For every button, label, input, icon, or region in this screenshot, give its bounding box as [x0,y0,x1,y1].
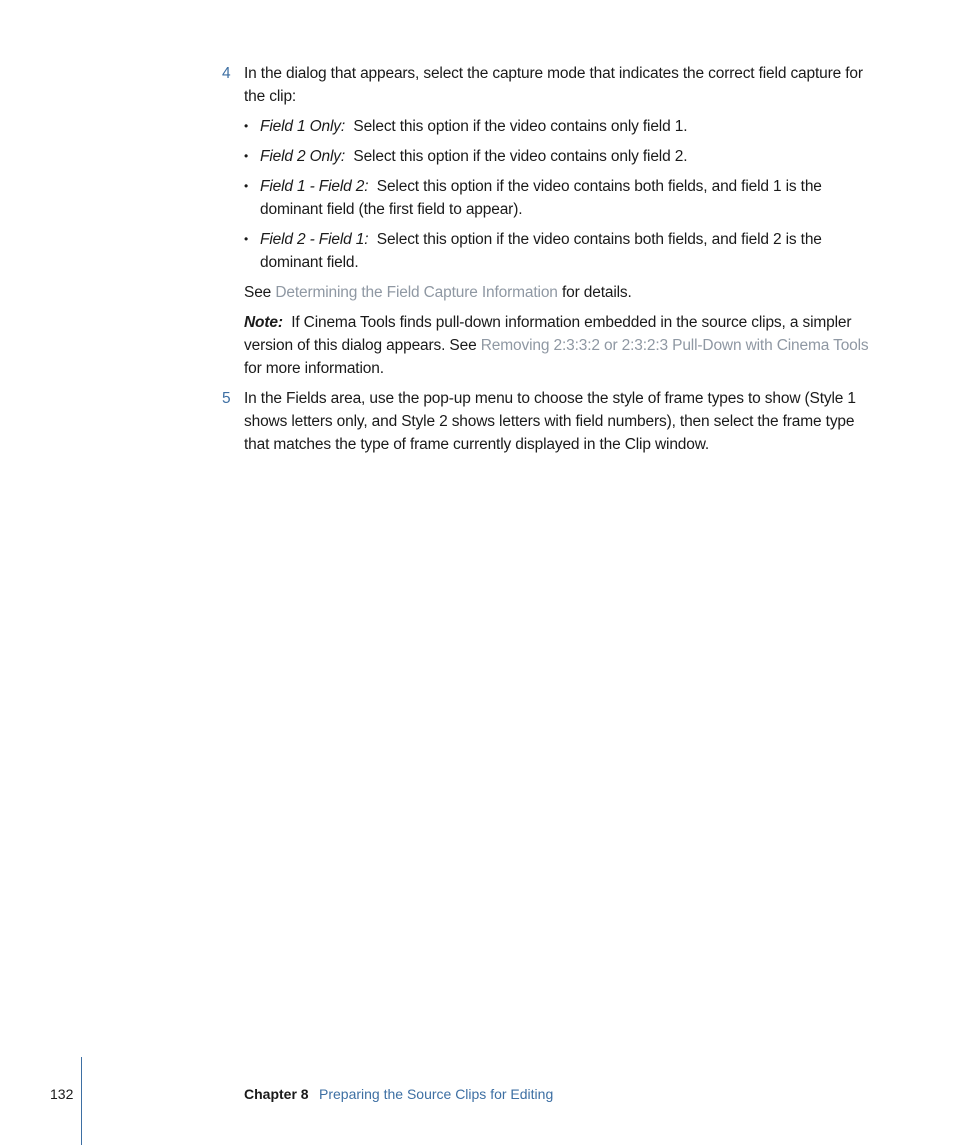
note-label: Note: [244,314,283,331]
note-suffix: for more information. [244,360,384,377]
chapter-label: Chapter 8 [244,1086,309,1102]
note-text: If Cinema Tools finds pull-down information embedded in the source clips, a simpler version of this dialog appears. See [244,314,852,354]
step-5 [222,387,876,456]
note [244,311,876,380]
cross-reference-link[interactable]: Determining the Field Capture Information [275,284,558,301]
bullet-term: Field 2 Only: [260,148,346,165]
bullet-description: Select this option if the video contains only field 2. [353,148,688,165]
bullet-description: Select this option if the video contains only field 1. [353,118,688,135]
bullet-dot: • [244,119,249,133]
bullet-text [260,145,860,168]
see-reference [244,281,876,304]
step-4 [222,62,876,108]
step-number: 5 [222,390,231,407]
bullet-dot: • [244,149,249,163]
step-number: 4 [222,65,231,82]
step-text: In the dialog that appears, select the capture mode that indicates the correct field capture for the clip: [244,65,863,105]
chapter-title: Preparing the Source Clips for Editing [319,1086,554,1102]
footer-divider [81,1057,82,1145]
step-text: In the Fields area, use the pop-up menu to choose the style of frame types to show (Style 1 shows letters only, and Style 2 shows letters with field numbers), then select the frame type that matches the type of frame currently displayed in the Clip window. [244,390,856,453]
bullet-term: Field 2 - Field 1: [260,231,369,248]
bullet-term: Field 1 - Field 2: [260,178,369,195]
bullet-text [260,115,860,138]
bullet-dot: • [244,179,249,193]
page-number: 132 [50,1086,74,1102]
bullet-text [260,228,860,274]
cross-reference-link[interactable]: Removing 2:3:3:2 or 2:3:2:3 Pull-Down with Cinema Tools [480,337,869,354]
bullet-description: Select this option if the video contains both fields, and field 1 is the dominant field (the first field to appear). [260,178,822,218]
bullet-text [260,175,860,221]
bullet-dot: • [244,232,249,246]
see-suffix: for details. [561,284,632,301]
bullet-description: Select this option if the video contains both fields, and field 2 is the dominant field. [260,231,822,271]
see-prefix: See [244,284,272,301]
bullet-term: Field 1 Only: [260,118,346,135]
